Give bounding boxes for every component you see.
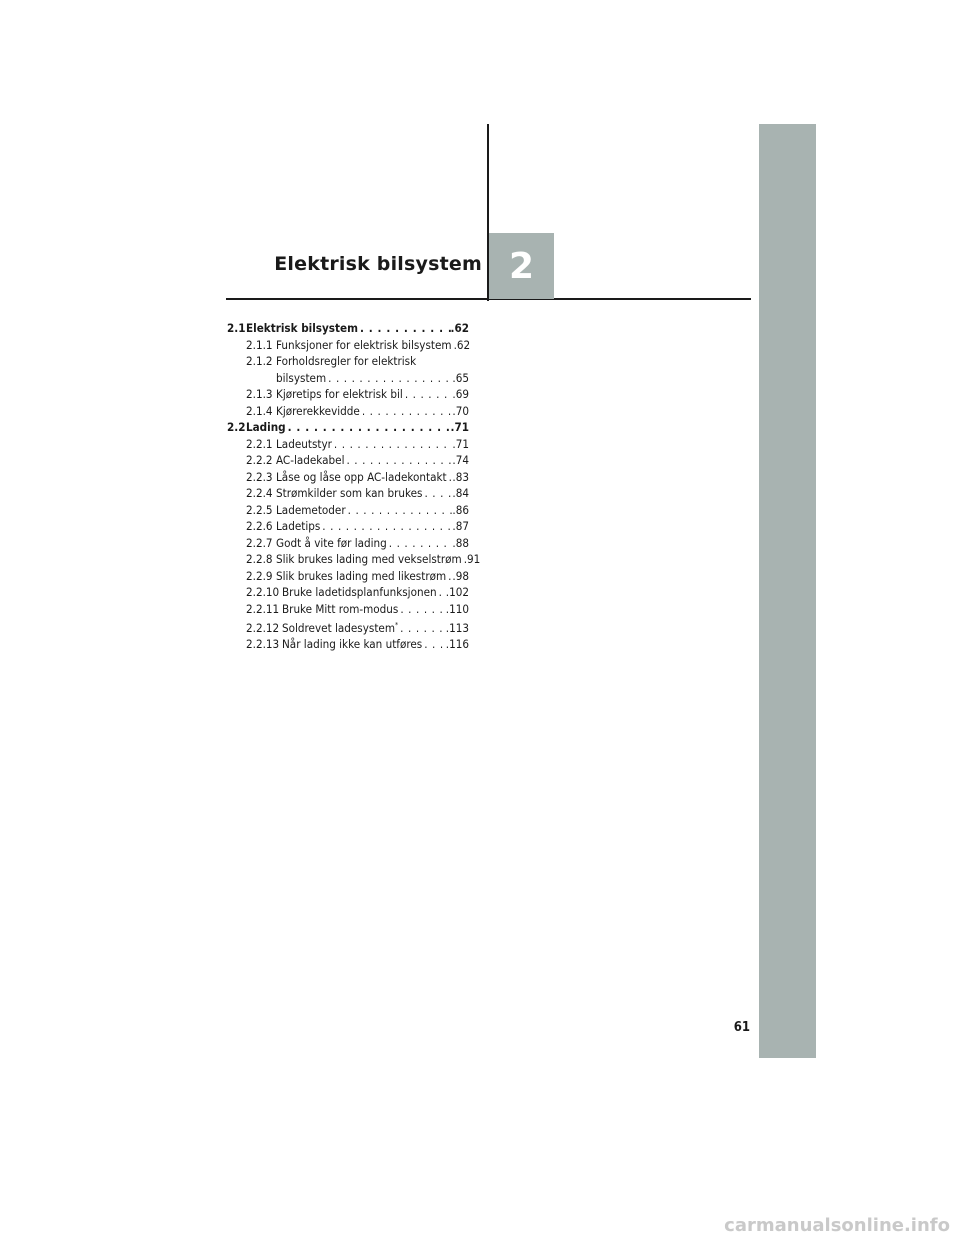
toc-leader: [403, 386, 453, 403]
toc-title: Elektrisk bilsystem: [246, 321, 358, 335]
table-of-contents: [227, 320, 481, 653]
toc-number: 2.2.10: [246, 585, 280, 599]
toc-title: Slik brukes lading med likestrøm: [276, 568, 447, 583]
toc-title: Låse og låse opp AC-ladekontakt: [276, 469, 447, 484]
toc-entry[interactable]: [227, 452, 469, 469]
toc-number: 2.2.1: [246, 436, 273, 451]
toc-title: AC-ladekabel: [276, 453, 345, 467]
toc-entry[interactable]: [227, 601, 469, 618]
toc-number: 2.2.8: [246, 552, 273, 566]
toc-title: Ladeutstyr: [276, 436, 332, 451]
toc-number: 2.2: [227, 420, 246, 434]
toc-leader: [387, 535, 453, 552]
toc-page: .116: [445, 637, 469, 652]
toc-number: 2.2.11: [246, 601, 280, 616]
toc-title: Forholdsregler for elektrisk: [276, 354, 417, 368]
toc-leader: [422, 636, 446, 653]
toc-leader: [358, 320, 451, 337]
toc-title: Strømkilder som kan brukes: [276, 486, 423, 500]
watermark: carmanualsonline.info: [724, 1215, 950, 1236]
toc-page: .62: [450, 321, 469, 335]
toc-entry[interactable]: [227, 636, 469, 653]
toc-number: 2.2.12: [246, 620, 280, 635]
toc-leader: [398, 620, 446, 637]
toc-page: .62: [453, 337, 471, 352]
toc-entry[interactable]: [227, 436, 469, 453]
toc-page: .70: [452, 403, 469, 418]
toc-leader: [320, 518, 452, 535]
toc-entry[interactable]: [227, 584, 469, 601]
toc-entry[interactable]: [227, 403, 469, 420]
toc-number: 2.2.2: [246, 453, 273, 467]
toc-leader: [398, 601, 445, 618]
toc-leader: [286, 419, 451, 436]
toc-entry[interactable]: [227, 568, 469, 585]
toc-page: .74: [452, 453, 469, 467]
toc-page: .87: [452, 519, 469, 533]
toc-title: Lademetoder: [276, 502, 346, 517]
toc-title: Bruke Mitt rom-modus: [282, 601, 399, 616]
toc-title: Slik brukes lading med vekselstrøm: [276, 552, 462, 566]
toc-entry[interactable]: [227, 386, 469, 403]
toc-page: .113: [445, 620, 469, 635]
toc-page: .88: [452, 535, 469, 550]
toc-title: Kjørerekkevidde: [276, 403, 360, 418]
toc-page: .102: [445, 585, 469, 599]
footnote-marker: *: [395, 621, 399, 629]
toc-entry[interactable]: [227, 617, 469, 636]
toc-number: 2.2.9: [246, 568, 273, 583]
toc-page: .71: [450, 420, 469, 434]
toc-entry[interactable]: [227, 337, 469, 354]
toc-entry[interactable]: [227, 518, 469, 535]
toc-title: Godt å vite før lading: [276, 535, 387, 550]
chapter-number-box: [489, 233, 554, 299]
toc-page: .69: [452, 387, 469, 401]
toc-title-continued: bilsystem: [276, 370, 327, 385]
toc-page: .110: [445, 601, 469, 616]
toc-entry[interactable]: [227, 353, 469, 386]
toc-leader: [360, 403, 453, 420]
toc-entry[interactable]: [227, 320, 469, 337]
toc-number: 2.2.7: [246, 535, 273, 550]
toc-title: Funksjoner for elektrisk bilsystem: [276, 337, 452, 352]
toc-title: Når lading ikke kan utføres: [282, 637, 423, 652]
toc-leader: [326, 370, 452, 387]
toc-page: .91: [463, 552, 481, 566]
toc-title: Kjøretips for elektrisk bil: [276, 387, 403, 401]
toc-entry[interactable]: [227, 535, 469, 552]
toc-number: 2.1.4: [246, 403, 273, 418]
toc-leader: [437, 584, 446, 601]
toc-title: Bruke ladetidsplanfunksjonen: [282, 585, 437, 599]
toc-number: 2.2.3: [246, 469, 273, 484]
toc-entry[interactable]: [227, 551, 481, 568]
toc-title: Lading: [246, 420, 286, 434]
chapter-number: 2: [508, 245, 535, 287]
toc-title: Ladetips: [276, 519, 321, 533]
toc-number: 2.2.13: [246, 637, 280, 652]
toc-entry[interactable]: [227, 469, 469, 486]
toc-entry[interactable]: [227, 419, 469, 436]
toc-leader: [346, 502, 453, 519]
toc-page: .98: [452, 568, 469, 583]
toc-page: .65: [452, 370, 469, 385]
toc-page: .84: [452, 486, 469, 500]
toc-number: 2.1.2: [246, 354, 273, 368]
toc-number: 2.1.3: [246, 387, 273, 401]
toc-number: 2.2.6: [246, 519, 273, 533]
toc-entry[interactable]: [227, 485, 469, 502]
toc-title-text: Soldrevet ladesystem: [282, 620, 396, 635]
toc-leader: [422, 485, 452, 502]
toc-page: .83: [452, 469, 469, 484]
toc-number: 2.1.1: [246, 337, 273, 352]
toc-number: 2.2.5: [246, 502, 273, 517]
toc-page: .86: [452, 502, 469, 517]
toc-entry[interactable]: [227, 502, 469, 519]
chapter-side-tab: [759, 124, 816, 1058]
toc-number: 2.2.4: [246, 486, 273, 500]
chapter-title: Elektrisk bilsystem: [274, 253, 482, 275]
toc-number: 2.1: [227, 321, 246, 335]
toc-leader: [344, 452, 452, 469]
toc-page: .71: [452, 436, 469, 451]
toc-leader: [332, 436, 452, 453]
toc-title: [282, 617, 398, 636]
page-number: 61: [733, 1020, 750, 1035]
